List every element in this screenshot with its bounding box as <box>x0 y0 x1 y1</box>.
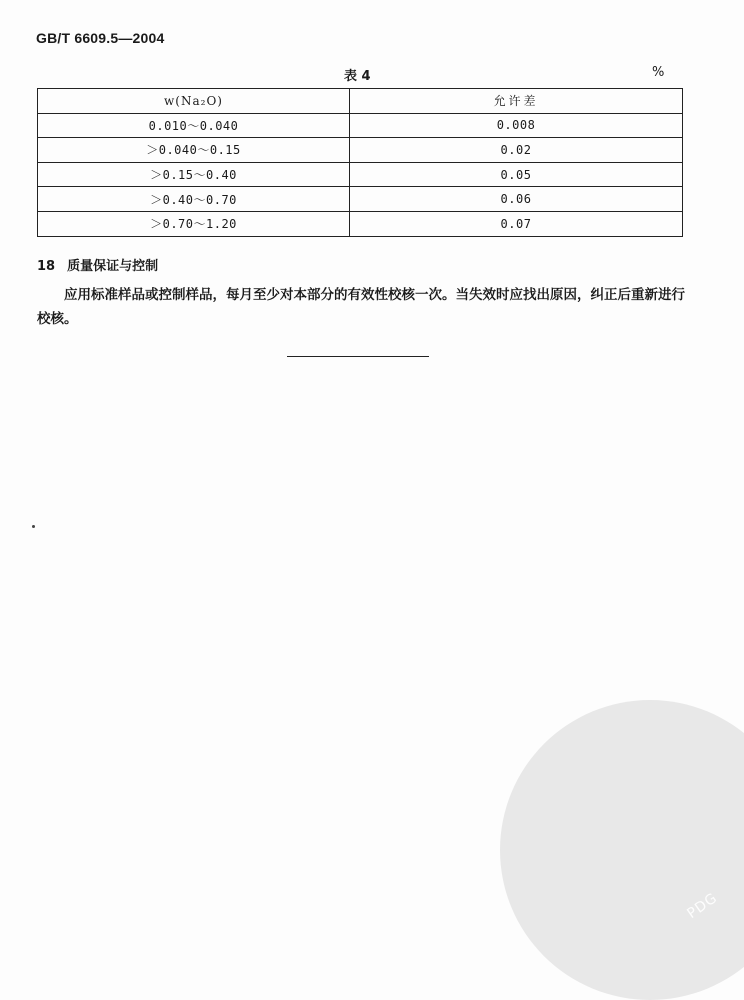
watermark-seal <box>500 700 744 1000</box>
table-caption: 表 4 <box>344 69 371 84</box>
column-header-mass-fraction: w(Na₂O) <box>38 89 350 114</box>
tolerance-table <box>37 88 683 237</box>
range-cell: ＞0.040～0.15 <box>38 138 350 163</box>
table-row <box>38 138 683 163</box>
tolerance-cell: 0.07 <box>350 211 683 236</box>
table-row <box>38 187 683 212</box>
section-heading <box>37 255 158 274</box>
tolerance-cell: 0.05 <box>350 162 683 187</box>
range-cell: ＞0.70～1.20 <box>38 211 350 236</box>
table-row <box>38 113 683 138</box>
tolerance-cell: 0.06 <box>350 187 683 212</box>
table-header-row <box>38 89 683 114</box>
section-paragraph: 应用标准样品或控制样品，每月至少对本部分的有效性校核一次。当失效时应找出原因，纠正后重新进行校核。 <box>37 287 685 327</box>
section-title: 质量保证与控制 <box>67 259 159 274</box>
range-cell: 0.010～0.040 <box>38 113 350 138</box>
end-of-standard-rule <box>287 356 429 357</box>
watermark-label: PDG <box>684 889 721 923</box>
table-unit: % <box>652 65 665 80</box>
tolerance-cell: 0.008 <box>350 113 683 138</box>
tolerance-cell: 0.02 <box>350 138 683 163</box>
table-row <box>38 211 683 236</box>
standard-code: GB/T 6609.5—2004 <box>36 30 165 46</box>
section-number: 18 <box>37 259 56 274</box>
table-row <box>38 162 683 187</box>
range-cell: ＞0.15～0.40 <box>38 162 350 187</box>
scan-speck <box>32 525 35 528</box>
column-header-tolerance: 允许差 <box>350 89 683 114</box>
range-cell: ＞0.40～0.70 <box>38 187 350 212</box>
